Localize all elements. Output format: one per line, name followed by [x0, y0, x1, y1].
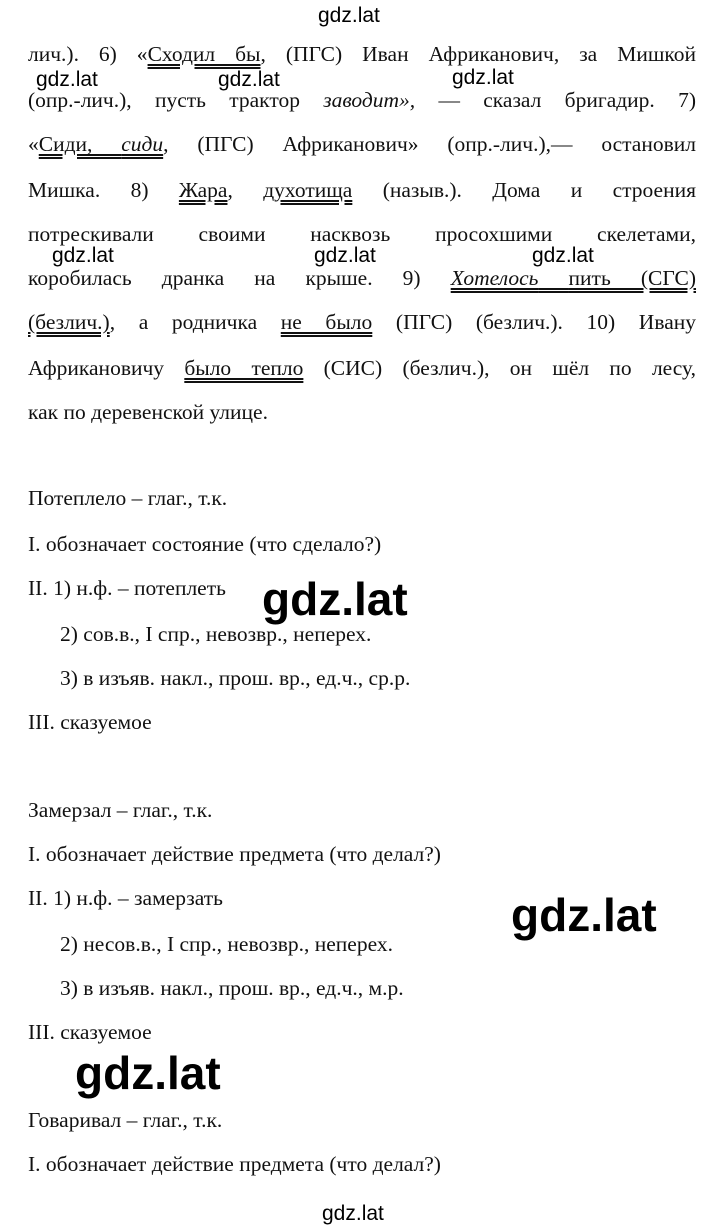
subject-underlined: духотища [263, 178, 353, 202]
text-run: , (ПГС) Африканович» (опр.-лич.),— остановил [163, 132, 696, 156]
predicate-underlined: Сиди, [38, 132, 122, 156]
subject-underlined: Жара [178, 178, 228, 202]
analysis-heading: Потеплело – глаг., т.к. [28, 486, 228, 510]
text-run: (ПГС) (безлич.). 10) Ивану [372, 310, 696, 334]
watermark: gdz.lat [52, 244, 114, 267]
watermark: gdz.lat [36, 68, 98, 91]
paragraph-line-9 [28, 398, 268, 426]
analysis-line: III. сказуемое [28, 710, 152, 734]
text-run: коробилась дранка на крыше. 9) [28, 266, 451, 290]
text-run: — сказал бригадир. 7) [415, 88, 696, 112]
text-run: , [227, 178, 264, 202]
text-run: как по деревенской улице. [28, 400, 268, 424]
text-run: потрескивали своими насквозь просохшими скелетами, [28, 222, 696, 246]
predicate-underlined: Сходил бы [147, 42, 261, 66]
text-run: Африкановичу [28, 356, 185, 380]
predicate-underlined: пить (СГС) [568, 266, 697, 290]
text-run: , а родничка [109, 310, 281, 334]
paragraph-line-6 [28, 264, 696, 292]
analysis-line: III. сказуемое [28, 1020, 152, 1044]
paragraph-line-2 [28, 86, 696, 114]
analysis-heading: Говаривал – глаг., т.к. [28, 1108, 223, 1132]
watermark: gdz.lat [262, 573, 408, 625]
analysis-line: 3) в изъяв. накл., прош. вр., ед.ч., м.р. [60, 976, 404, 1000]
analysis-line: II. 1) н.ф. – потеплеть [28, 576, 226, 600]
analysis-line: II. 1) н.ф. – замерзать [28, 886, 223, 910]
watermark: gdz.lat [511, 889, 657, 941]
paragraph-line-1 [28, 40, 696, 68]
text-run: « [28, 132, 39, 156]
paragraph-line-4 [28, 176, 696, 204]
analysis-line: I. обозначает состояние (что сделало?) [28, 532, 382, 556]
text-run: (СИС) (безлич.), он шёл по лесу, [303, 356, 696, 380]
text-run: (назыв.). Дома и строения [352, 178, 696, 202]
watermark: gdz.lat [218, 68, 280, 91]
watermark: gdz.lat [322, 1202, 384, 1225]
predicate-underlined: было тепло [184, 356, 304, 380]
watermark: gdz.lat [75, 1047, 221, 1099]
text-run: , (ПГС) Иван Африканович, за Мишкой [260, 42, 696, 66]
analysis-line: I. обозначает действие предмета (что делал?) [28, 1152, 441, 1176]
paragraph-line-3 [28, 130, 696, 158]
analysis-line: I. обозначает действие предмета (что делал?) [28, 842, 441, 866]
predicate-underlined-italic: сиди [121, 132, 164, 156]
watermark: gdz.lat [452, 66, 514, 89]
text-run: Мишка. 8) [28, 178, 179, 202]
predicate-underlined: не было [280, 310, 373, 334]
paragraph-line-7 [28, 308, 696, 336]
paragraph-line-8 [28, 354, 696, 382]
analysis-heading: Замерзал – глаг., т.к. [28, 798, 213, 822]
italic-word: заводит», [323, 88, 416, 112]
watermark: gdz.lat [532, 244, 594, 267]
watermark: gdz.lat [314, 244, 376, 267]
analysis-line: 3) в изъяв. накл., прош. вр., ед.ч., ср.р. [60, 666, 411, 690]
analysis-line: 2) сов.в., I спр., невозвр., неперех. [60, 622, 372, 646]
text-run [538, 266, 568, 290]
watermark: gdz.lat [318, 4, 380, 27]
analysis-line: 2) несов.в., I спр., невозвр., неперех. [60, 932, 393, 956]
predicate-underlined-italic: Хотелось [450, 266, 539, 290]
text-run: лич.). 6) « [28, 42, 148, 66]
text-run: (опр.-лич.), пусть трактор [28, 88, 324, 112]
predicate-underlined: (безлич.) [28, 310, 110, 334]
